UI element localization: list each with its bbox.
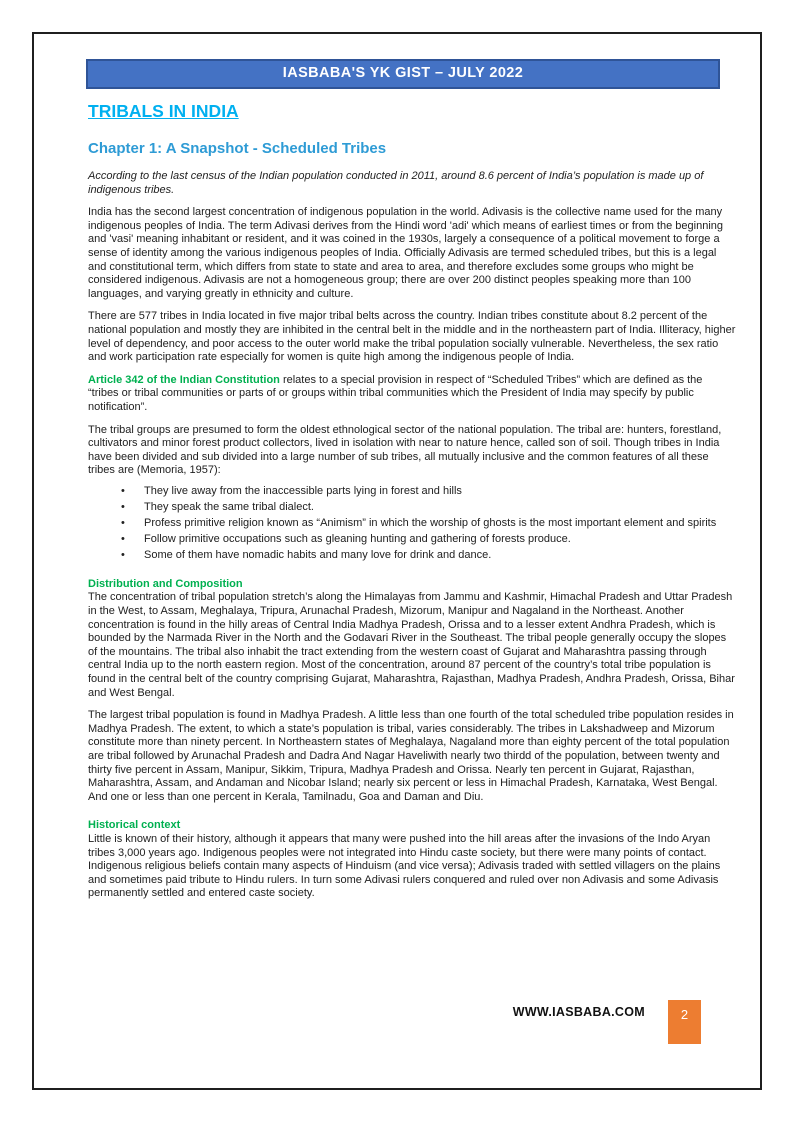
paragraph-tribes-count: There are 577 tribes in India located in five major tribal belts across the country. Indian tribes constitute about 8.2 percent of the national population and mostly they are inhibited in the central belt in the middle and in the northeastern part of India. Illiteracy, higher level of dependency, and poor access to the outer world make the tribal population socially vulnerable. Nevertheless, the sex ratio and work participation rate especially for women is quite high among the indigenous people of India. [88, 310, 736, 364]
document-title: TRIBALS IN INDIA [88, 101, 239, 121]
document-content [86, 59, 736, 901]
page-number: 2 [680, 1007, 689, 1022]
page-number-badge [668, 1000, 701, 1044]
header-banner [86, 59, 720, 89]
list-item: • Some of them have nomadic habits and many love for drink and dance. [144, 549, 736, 563]
tribe-features-list [88, 485, 736, 563]
paragraph-distribution-2: The largest tribal population is found in Madhya Pradesh. A little less than one fourth of the total scheduled tribe population resides in Madhya Pradesh. The extent, to which a state’s population is tribal, varies considerably. The tribes in Lakshadweep and Mizorum constitute more than ninety percent. In Northeastern states of Meghalaya, Nagaland more than eighty percent of the total population are tribal followed by Arunachal Pradesh and Dadra And Nagar Haveliwith nearly two thirdd of the population, between twenty and thirty five percent in Assam, Manipur, Sikkim, Tripura, Madhya Pradesh and Orissa. Nearly ten percent in Gujarat, Rajasthan, Maharashtra, Assam, and Andaman and Nicobar Island; nearly six percent or less in Himachal Pradesh, Karnataka, West Bengal. And one or less than one percent in Kerala, Tamilnadu, Goa and Daman and Diu. [88, 709, 734, 803]
article-342-text: relates to a special provision in respect of “Scheduled Tribes” which are defined as the “tribes or tribal communities or parts of or groups within tribal communities which the President of India may specify by public notification”. [88, 373, 703, 413]
section-heading-distribution: Distribution and Composition [88, 577, 243, 590]
paragraph-distribution-1: The concentration of tribal population stretch’s along the Himalayas from Jammu and Kashmir, Himachal Pradesh and Uttar Pradesh in the West, to Assam, Meghalaya, Tripura, Arunachal Pradesh, Mizorum, Manipur and Nagaland in the Northeast. Another concentration is found in the hilly areas of Central India Madhya Pradesh, Orissa and to a lesser extent Andhra Pradesh, which is bounded by the Narmada River in the North and the Godavari River in the Southeast. The tribal people generally occupy the slopes of the mountains. The tribal also inhabit the tract extending from the western coast of Gujarat and Maharashtra passing through central India up to the north eastern region. Most of the concentration, around 87 percent of the country’s total tribe population is found in the central belt of the country comprising Gujarat, Maharashtra, Rajasthan, Madhya Pradesh, Andhra Pradesh, Orissa, Bihar and West Bengal. [88, 591, 735, 699]
banner-title: IASBABA'S YK GIST – JULY 2022 [282, 65, 524, 81]
list-item: • Profess primitive religion known as “Animism” in which the worship of ghosts is the most important element and spirits [144, 517, 736, 531]
intro-paragraph: According to the last census of the Indian population conducted in 2011, around 8.6 percent of India’s population is made up of indigenous tribes. [88, 170, 704, 196]
paragraph-article-342 [88, 374, 736, 415]
list-item: • They speak the same tribal dialect. [144, 501, 736, 515]
paragraph-historical: Little is known of their history, although it appears that many were pushed into the hill areas after the invasions of the Indo Aryan tribes 3,000 years ago. Indigenous peoples were not integrated into Hindu caste society, but there were many points of contact. Indigenous religious beliefs contain many aspects of Hinduism (and vice versa); Adivasis traded with settled villagers on the plains and sometimes paid tribute to Hindu rulers. In turn some Adivasi rulers conquered and ruled over non Adivasis and some Adivasis permanently settled and entered caste society. [88, 832, 721, 900]
chapter-heading: Chapter 1: A Snapshot - Scheduled Tribes [88, 140, 387, 157]
paragraph-adivasi: India has the second largest concentration of indigenous population in the world. Adivasis is the collective name used for the many indigenous peoples of India. The term Adivasi derives from the Hindi word 'adi' which means of earliest times or from the beginning and 'vasi' meaning inhabitant or resident, and it was coined in the 1930s, largely a consequence of a political movement to forge a sense of identity among the various indigenous peoples of India. Officially Adivasis are termed scheduled tribes, but this is a legal and constitutional term, which differs from state to state and area to area, and therefore excludes some groups who might be considered indigenous. Adivasis are not a homogeneous group; there are over 200 distinct peoples speaking more than 100 languages, and varying greatly in ethnicity and culture. [88, 206, 723, 300]
list-item: • They live away from the inaccessible parts lying in forest and hills [144, 485, 736, 499]
paragraph-tribal-groups: The tribal groups are presumed to form the oldest ethnological sector of the national population. The tribal are: hunters, forestland, cultivators and minor forest product collectors, lived in isolation with near to nature hence, called son of soil. Though tribes in India have been divided and sub divided into a large number of sub tribes, all mutually inclusive and the common features of all these tribes are (Memoria, 1957): [88, 423, 722, 477]
article-342-lead: Article 342 of the Indian Constitution [88, 373, 280, 386]
page-footer [0, 1000, 794, 1050]
list-item: • Follow primitive occupations such as gleaning hunting and gathering of forests produce. [144, 533, 736, 547]
section-heading-historical: Historical context [88, 819, 181, 832]
footer-website: WWW.IASBABA.COM [512, 1005, 645, 1019]
